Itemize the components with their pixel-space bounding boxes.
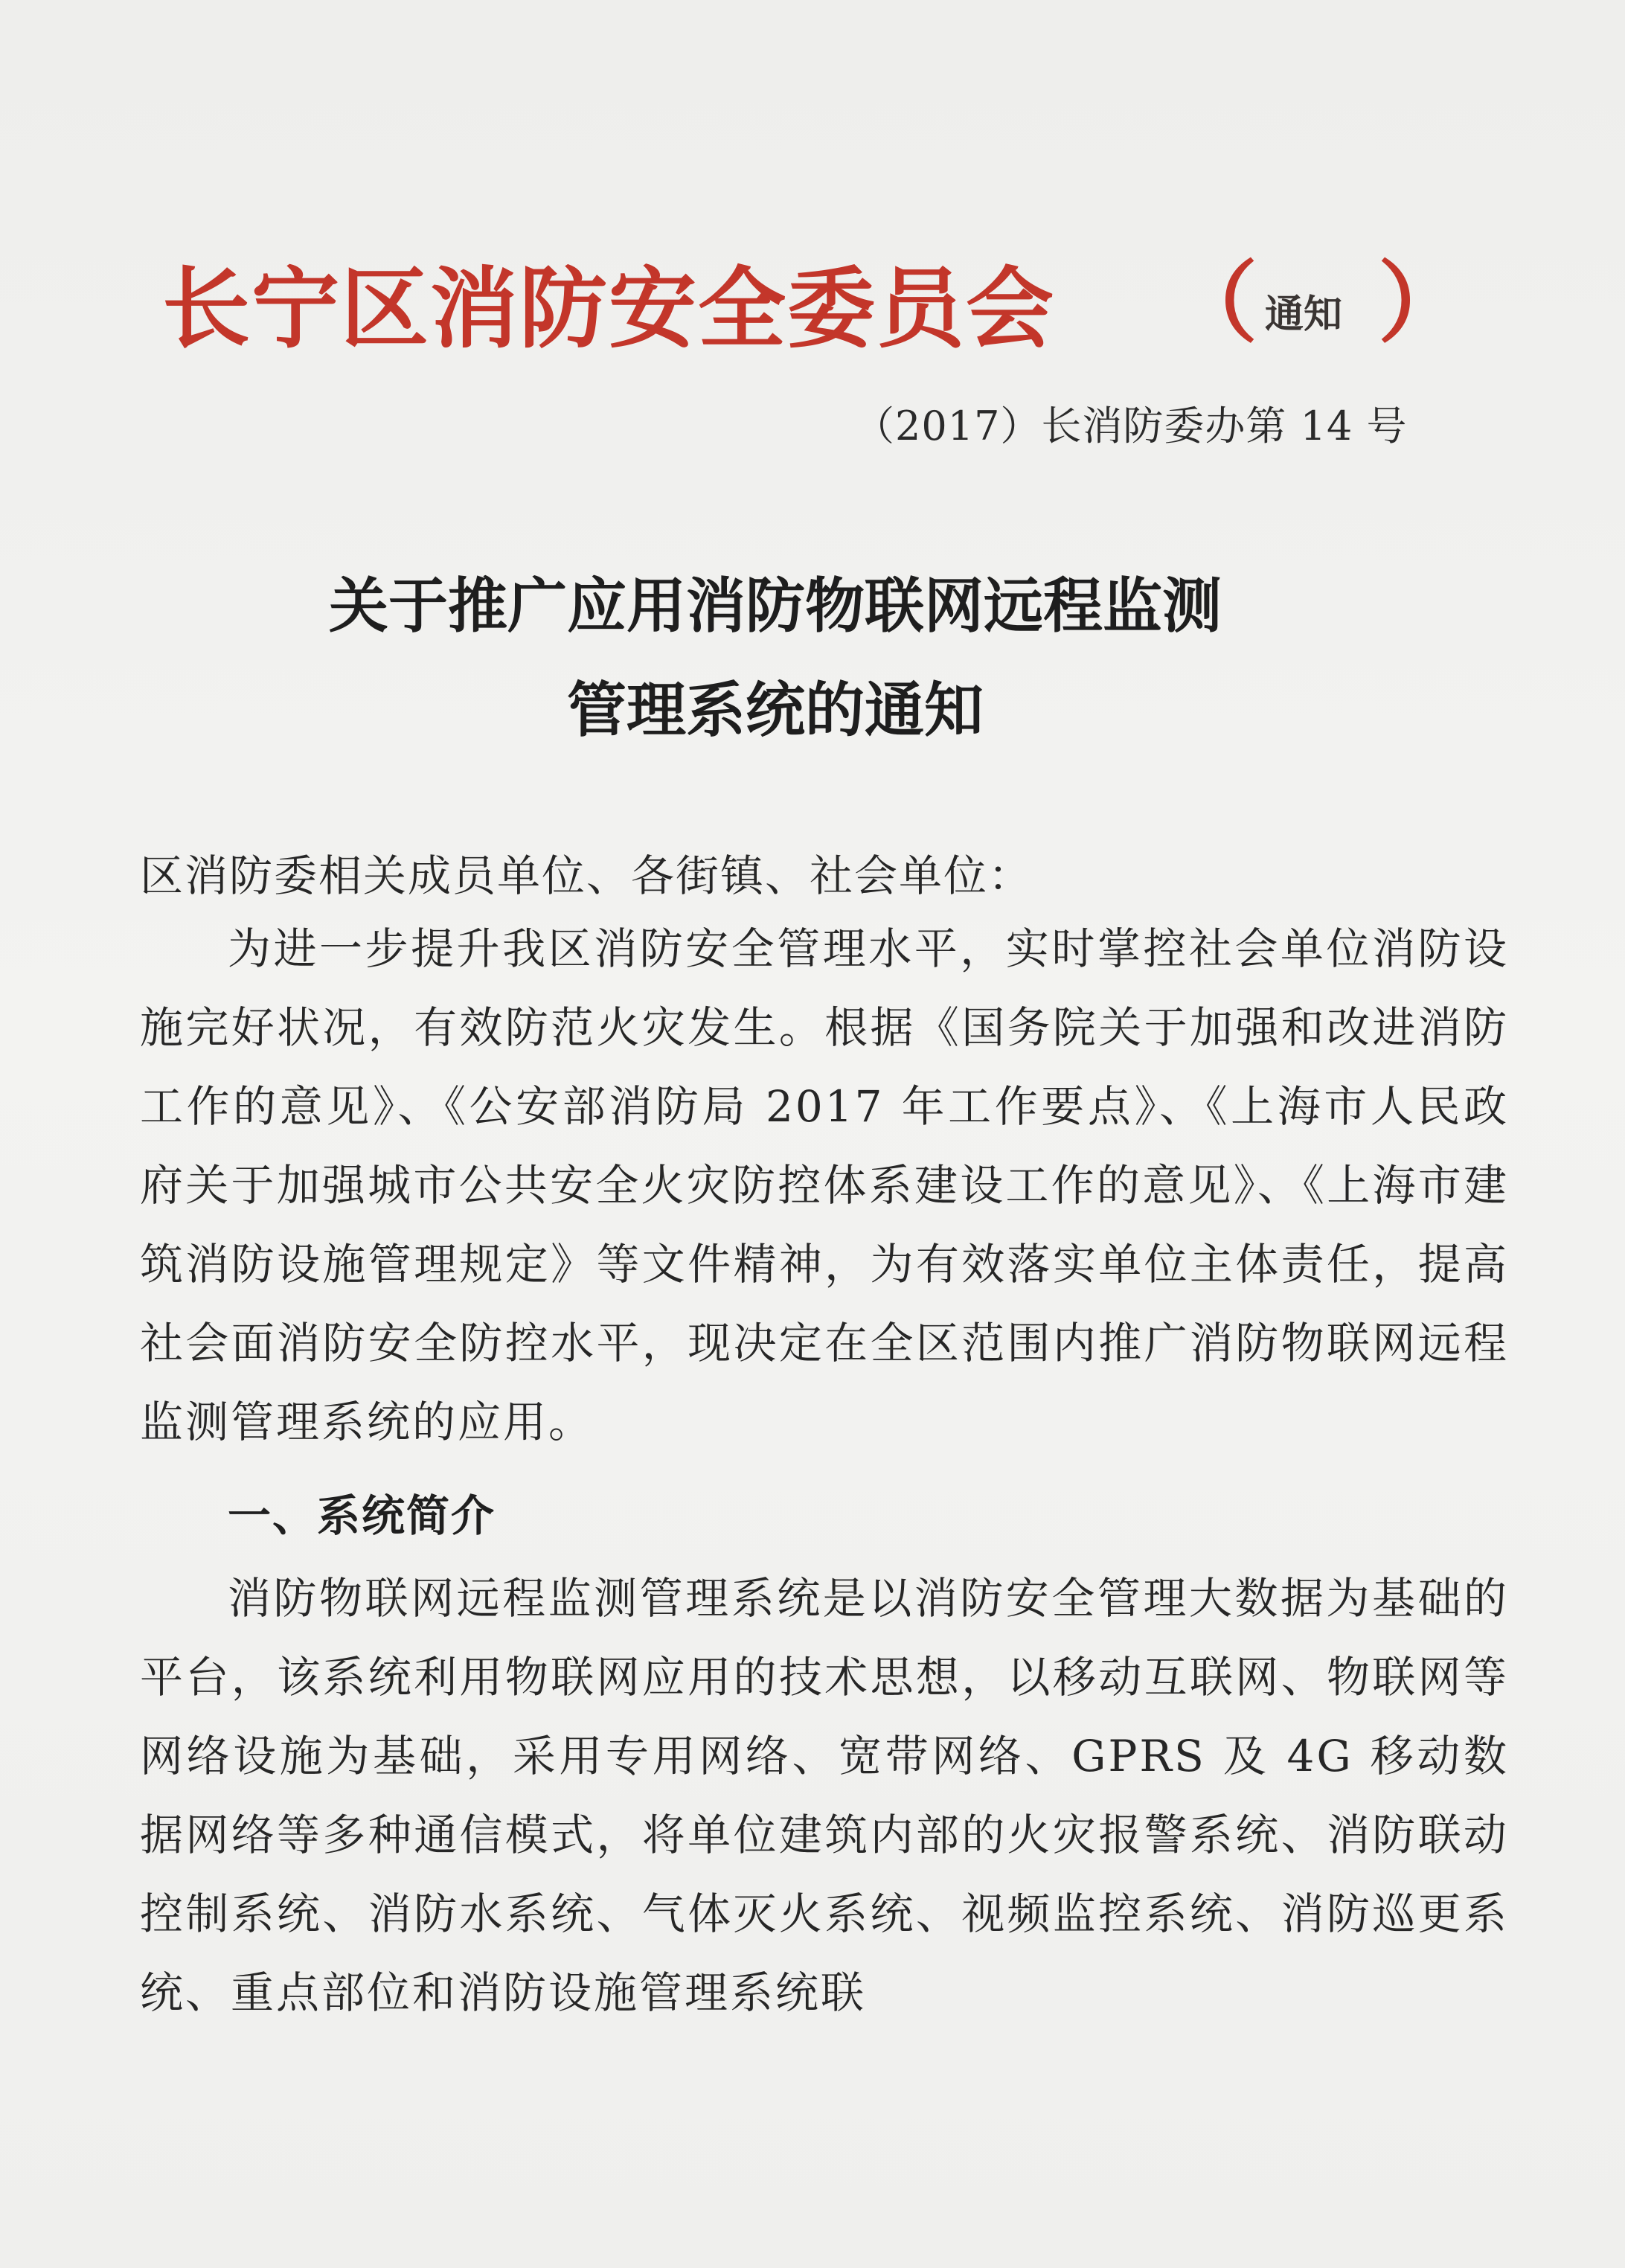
header-paren-open: （ bbox=[1170, 251, 1258, 354]
document-type: 通知 bbox=[1265, 292, 1343, 337]
intro-paragraph: 为进一步提升我区消防安全管理水平，实时掌控社会单位消防设施完好状况，有效防范火灾发生。根据《国务院关于加强和改进消防工作的意见》、《公安部消防局 2017 年工作要点》、《上海市人民政府关于加强城市公共安全火灾防控体系建设工作的意见》、《上海市建筑消防设施管理规定》等文件精神，为有效落实单位主体责任，提高社会面消防安全防控水平，现决定在全区范围内推广消防物联网远程监测管理系统的应用。 bbox=[140, 923, 1509, 1447]
header-paren-close: ） bbox=[1378, 251, 1467, 354]
addressee: 区消防委相关成员单位、各街镇、社会单位： bbox=[140, 850, 1033, 901]
document-number: （2017）长消防委办第 14 号 bbox=[854, 403, 1408, 449]
section-1-paragraph: 消防物联网远程监测管理系统是以消防安全管理大数据为基础的平台，该系统利用物联网应用的技术思想，以移动互联网、物联网等网络设施为基础，采用专用网络、宽带网络、GPRS 及 4G 移动数据网络等多种通信模式，将单位建筑内部的火灾报警系统、消防联动控制系统、消防水系统、气体灭火系统、视频监控系统、消防巡更系统、重点部位和消防设施管理系统联 bbox=[140, 1573, 1509, 2018]
section-1-heading: 一、系统简介 bbox=[228, 1490, 496, 1541]
document-title-line-1: 关于推广应用消防物联网远程监测 bbox=[329, 571, 1222, 641]
issuing-organization: 长宁区消防安全委员会 bbox=[162, 257, 1056, 360]
document-title-line-2: 管理系统的通知 bbox=[567, 675, 984, 745]
